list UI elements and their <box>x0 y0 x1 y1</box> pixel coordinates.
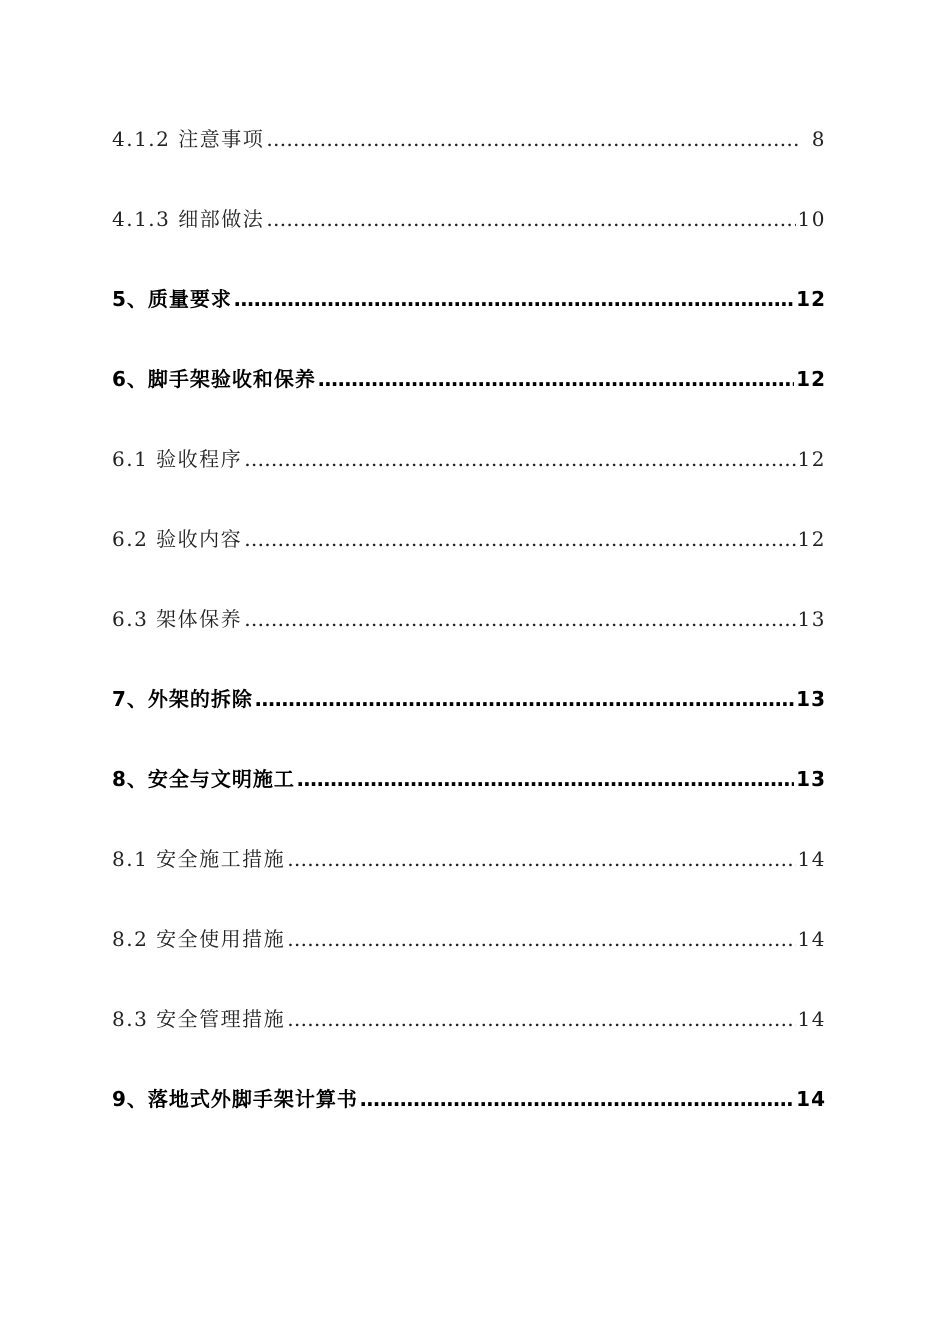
toc-page-number: 14 <box>797 927 826 951</box>
toc-dot-leader <box>244 599 795 639</box>
toc-entry-section[interactable] <box>112 279 826 359</box>
toc-dot-leader <box>244 439 795 479</box>
toc-page-number: 10 <box>797 207 826 231</box>
toc-page-number: 12 <box>797 527 826 551</box>
toc-entry-title: 6、脚手架验收和保养 <box>112 367 316 391</box>
toc-entry-title: 6.2 验收内容 <box>112 527 243 551</box>
toc-page-number: 12 <box>796 367 826 391</box>
toc-page-number: 13 <box>796 767 826 791</box>
toc-entry[interactable] <box>112 439 826 519</box>
toc-entry-section[interactable] <box>112 679 826 759</box>
toc-dot-leader <box>360 1079 794 1119</box>
toc-entry[interactable] <box>112 919 826 999</box>
toc-page-number: 12 <box>797 447 826 471</box>
toc-page-number: 12 <box>796 287 826 311</box>
toc-entry-title: 4.1.3 细部做法 <box>112 207 265 231</box>
toc-entry-title: 7、外架的拆除 <box>112 687 253 711</box>
toc-dot-leader <box>297 759 794 799</box>
toc-dot-leader <box>255 679 794 719</box>
toc-entry[interactable] <box>112 839 826 919</box>
toc-page-number: 8 <box>811 127 826 151</box>
toc-page-number: 14 <box>797 1007 826 1031</box>
toc-entry[interactable] <box>112 519 826 599</box>
toc-entry-title: 6.3 架体保养 <box>112 607 243 631</box>
toc-page-number: 13 <box>797 607 826 631</box>
toc-page-number: 13 <box>796 687 826 711</box>
toc-dot-leader <box>287 839 795 879</box>
toc-dot-leader <box>318 359 794 399</box>
toc-entry-section[interactable] <box>112 759 826 839</box>
toc-dot-leader <box>287 919 795 959</box>
toc-page-number: 14 <box>797 847 826 871</box>
toc-entry[interactable] <box>112 199 826 279</box>
toc-entry[interactable] <box>112 119 826 199</box>
toc-entry-title: 8.3 安全管理措施 <box>112 1007 286 1031</box>
toc-entry[interactable] <box>112 599 826 679</box>
toc-dot-leader <box>244 519 795 559</box>
toc-entry-title: 8、安全与文明施工 <box>112 767 295 791</box>
toc-entry-section[interactable] <box>112 359 826 439</box>
toc-dot-leader <box>287 999 795 1039</box>
table-of-contents <box>112 119 826 1159</box>
toc-entry-title: 8.2 安全使用措施 <box>112 927 286 951</box>
toc-entry-title: 9、落地式外脚手架计算书 <box>112 1087 358 1111</box>
toc-entry-title: 8.1 安全施工措施 <box>112 847 286 871</box>
toc-page-number: 14 <box>796 1087 826 1111</box>
toc-entry-title: 6.1 验收程序 <box>112 447 243 471</box>
toc-dot-leader <box>234 279 794 319</box>
toc-entry-section[interactable] <box>112 1079 826 1159</box>
toc-dot-leader <box>266 199 795 239</box>
toc-entry[interactable] <box>112 999 826 1079</box>
toc-entry-title: 4.1.2 注意事项 <box>112 127 265 151</box>
toc-entry-title: 5、质量要求 <box>112 287 232 311</box>
toc-dot-leader <box>266 119 800 159</box>
